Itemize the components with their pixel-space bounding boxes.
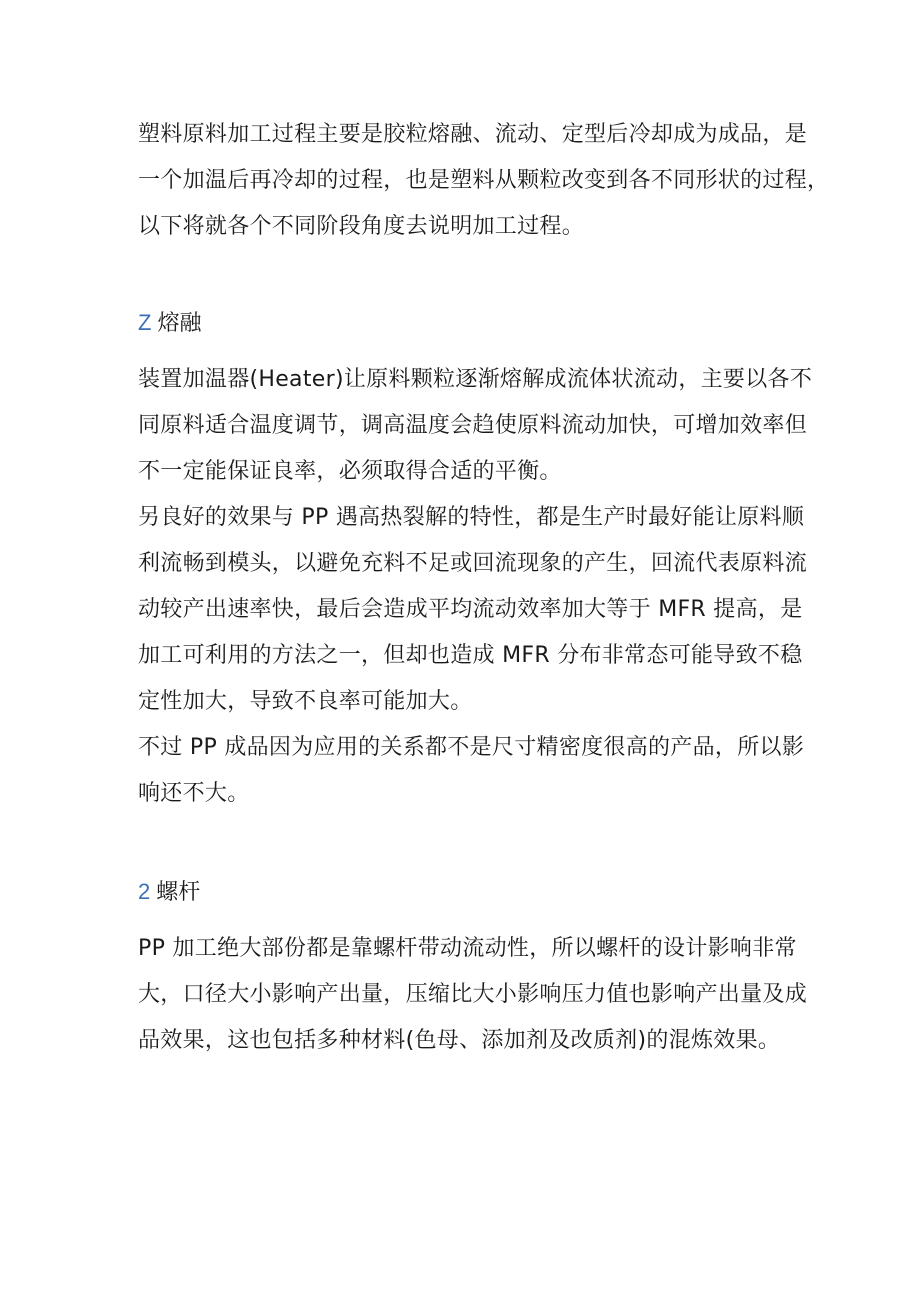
text-line: 动较产出速率快，最后会造成平均流动效率加大等于 MFR 提高，是: [138, 597, 803, 622]
text-line: 品效果，这也包括多种材料(色母、添加剂及改质剂)的混炼效果。: [138, 1028, 781, 1053]
text-line: 同原料适合温度调节，调高温度会趋使原料流动加快，可增加效率但: [138, 413, 808, 438]
text-line: 另良好的效果与 PP 遇高热裂解的特性，都是生产时最好能让原料顺: [138, 505, 805, 530]
text-line: 装置加温器(Heater)让原料颗粒逐渐熔解成流体状流动，主要以各不: [138, 367, 813, 392]
section-title: 螺杆: [156, 880, 201, 905]
text-line: 定性加大，导致不良率可能加大。: [138, 689, 473, 714]
text-line: 大，口径大小影响产出量，压缩比大小影响压力值也影响产出量及成: [138, 982, 808, 1007]
melting-paragraph-3: [138, 725, 805, 817]
text-line: 一个加温后再冷却的过程，也是塑料从颗粒改变到各不同形状的过程，: [138, 168, 830, 193]
text-line: PP 加工绝大部份都是靠螺杆带动流动性，所以螺杆的设计影响非常: [138, 936, 797, 961]
text-line: 利流畅到模头，以避免充料不足或回流现象的产生，回流代表原料流: [138, 551, 808, 576]
text-line: 塑料原料加工过程主要是胶粒熔融、流动、定型后冷却成为成品，是: [138, 122, 808, 147]
document-page: [138, 112, 830, 1064]
text-line: 不过 PP 成品因为应用的关系都不是尺寸精密度很高的产品，所以影: [138, 735, 805, 760]
melting-paragraph-2: [138, 495, 808, 725]
text-line: 不一定能保证良率，必须取得合适的平衡。: [138, 459, 562, 484]
section-heading-melting: [138, 300, 788, 347]
section-number: Z: [138, 310, 152, 335]
text-line: 响还不大。: [138, 781, 250, 806]
intro-paragraph: [138, 112, 830, 250]
text-line: 以下将就各个不同阶段角度去说明加工过程。: [138, 214, 585, 239]
section-title: 熔融: [157, 311, 202, 336]
section-heading-screw: [138, 869, 788, 916]
melting-paragraph-1: [138, 357, 813, 495]
screw-paragraph-1: [138, 926, 808, 1064]
section-number: 2: [138, 879, 151, 904]
text-line: 加工可利用的方法之一，但却也造成 MFR 分布非常态可能导致不稳: [138, 643, 803, 668]
